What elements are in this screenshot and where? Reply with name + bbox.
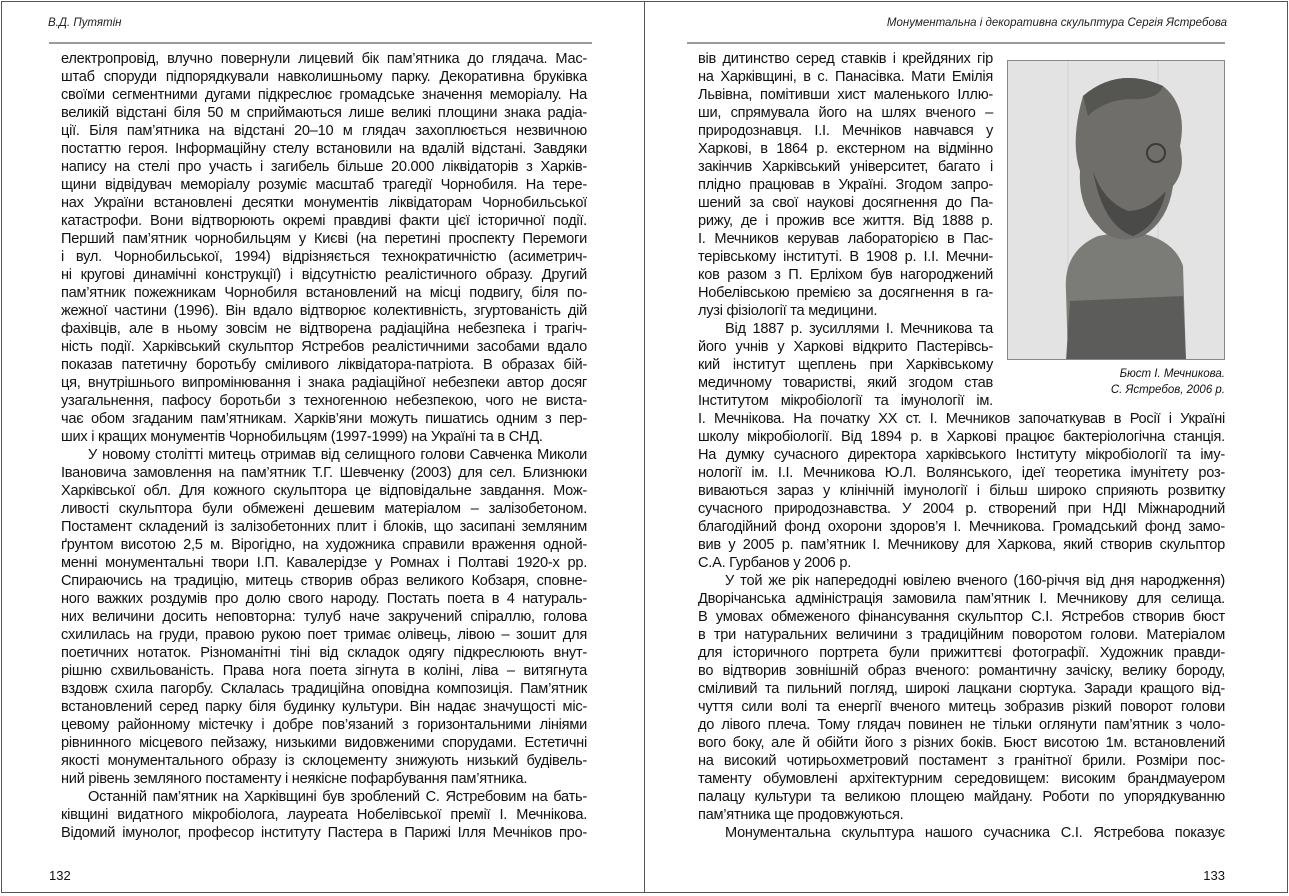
- text-line: Перший пам’ятник чорнобильцям у Києві (на перетині проспекту Перемоги: [61, 231, 587, 247]
- text-line: Львівна, помітивши хист маленького Іллю-: [698, 87, 993, 103]
- text-line: щини відвідувач меморіалу розуміє масштаб трагедії Чорнобиля. На тере-: [61, 177, 587, 193]
- text-line: ливості скульптора були обмежені дешевим матеріалом – залізобетоном.: [61, 501, 587, 517]
- text-line: ківщині видатного мікробіолога, лауреата Нобелівської премії І. Мечнікова.: [61, 807, 587, 823]
- text-line: благодійний фонд охорони здоров’я І. Мечникова. Громадський фонд замо-: [698, 519, 1225, 535]
- text-line: Постамент складений із залізобетонних плит і блоків, що засипані земляним: [61, 519, 587, 535]
- text-line: рішню схвильованість. Права нога поета зігнута в коліні, ліва – витягнута: [61, 663, 587, 679]
- caption-line: Бюст І. Мечникова.: [1119, 368, 1225, 380]
- text-line: І. Мечников керував лабораторією в Пас-: [698, 231, 993, 247]
- text-line: в три натуральних величини з традиційним поворотом голови. Матеріалом: [698, 627, 1225, 643]
- text-line: пам’ятник пожежникам Чорнобиля встановлений на місці подвигу, біля по-: [61, 285, 587, 301]
- text-line: вив у 2005 р. пам’ятник І. Мечникову для Харкова, який створив скульптор: [698, 537, 1225, 553]
- bust-image-icon: [1008, 61, 1225, 360]
- text-line: менні монументальні твори І.П. Кавалерідзе у Ромнах і Полтаві 1920-х рр.: [61, 555, 587, 571]
- text-line: постаттю героя. Інформаційну стелу встановили на вдалій відстані. Завдяки: [61, 141, 587, 157]
- page-number: 132: [49, 868, 71, 883]
- text-line: вздовж схила пагорбу. Склалась традиційна оповідна композиція. Пам’ятник: [61, 681, 587, 697]
- text-line: його учнів у Харкові відкрито Пастерівсь-: [698, 339, 993, 355]
- text-line: ши, спрямувала його на шлях вченого –: [698, 105, 993, 121]
- header-rule: [687, 42, 1225, 44]
- text-line: лузі фізіології та медицини.: [698, 303, 878, 319]
- text-line: для історичного портрета були прижиттєві фотографії. Художник правди-: [698, 645, 1225, 661]
- running-head-title: Монументальна і декоративна скульптура Сергія Ястребова: [886, 17, 1227, 29]
- page-number: 133: [1203, 868, 1225, 883]
- text-line: нології ім. І.І. Мечникова Ю.Л. Волянського, ідеї теоретика імунітету роз-: [698, 465, 1225, 481]
- text-line: шений за свої наукові досягнення до Па-: [698, 195, 993, 211]
- text-line: Нобелівською премією за досягнення в га-: [698, 285, 993, 301]
- text-line: школу мікробіології. Від 1894 р. в Харкові працює бактеріологічна станція.: [698, 429, 1225, 445]
- text-line: закінчив Харківський університет, багато і: [698, 159, 993, 175]
- text-line: чуття сили волі та енергії вченого митець зобразив різкий поворот голови: [698, 699, 1225, 715]
- text-line: ця, внутрішнього випромінювання і знака радіаційної небезпеки автор досяг: [61, 375, 587, 391]
- text-line: терівському інституті. В 1908 р. І.І. Мечни-: [698, 249, 993, 265]
- text-line: цевому районному містечку і добре пов’язаний з горизонтальними лініями: [61, 717, 587, 733]
- text-line: напису на стелі про участь і загибель більше 20.000 ліквідаторів з Харків-: [61, 159, 587, 175]
- text-line: чає обом згаданим пам’ятникам. Харків’яни можуть пишатись одним з пер-: [61, 411, 587, 427]
- text-line: і вул. Чорнобильської, 1994) відрізняється технократичністю (асиметрич-: [61, 249, 587, 265]
- text-line: встановлений серед парку біля будинку культури. Він надає значущості міс-: [61, 699, 587, 715]
- text-line: Відомий імунолог, професор інституту Пастера в Парижі Ілля Мечніков про-: [61, 825, 587, 841]
- text-line: Монументальна скульптура нашого сучасника С.І. Ястребова показує: [725, 825, 1225, 841]
- text-line: Інститутом мікробіології та імунології ім.: [698, 393, 993, 409]
- text-line: ков разом з П. Ерліхом був нагороджений: [698, 267, 993, 283]
- text-line: медичному товаристві, який згодом став: [698, 375, 993, 391]
- text-line: катастрофи. Вони відтворюють окремі правдиві факти цієї історичної події.: [61, 213, 587, 229]
- text-line: сучасного природознавства. У 2004 р. створений при НДІ Міжнародний: [698, 501, 1225, 517]
- text-line: Харківської обл. Для кожного скульптора це відповідальне завдання. Мож-: [61, 483, 587, 499]
- text-line: во відтворив зовнішній образ вченого: романтичну зачіску, велику бороду,: [698, 663, 1225, 679]
- right-page: [644, 1, 1288, 893]
- text-line: ний рівень земляного постаменту і неякісне пофарбування пам’ятника.: [61, 771, 528, 787]
- text-line: плідно працював в Україні. Згодом запро-: [698, 177, 993, 193]
- text-line: поетичних нотаток. Різноманітні тіні від складок одягу підкреслюють внут-: [61, 645, 587, 661]
- text-line: якості монументального образу із склоцементу знижують низький будівель-: [61, 753, 587, 769]
- header-rule: [49, 42, 592, 44]
- text-line: Спираючись на традицію, митець створив образ великого Кобзаря, сповне-: [61, 573, 587, 589]
- body-text: [61, 50, 587, 842]
- text-line: У той же рік напередодні ювілею вченого (160-річчя від дня народження): [725, 573, 1225, 589]
- text-line: ших і кращих монументів Чорнобильцям (1997-1999) на Україні та в СНД.: [61, 429, 543, 445]
- text-line: У новому столітті митець отримав від селищного голови Савченка Миколи: [88, 447, 587, 463]
- text-line: сміливий та пильний погляд, широкі лацкани сюртука. Заради кращого від-: [698, 681, 1225, 697]
- text-line: схилилась на груди, правою рукою поет тримає олівець, лівою – зошит для: [61, 627, 587, 643]
- text-line: рижу, де і прожив все життя. Від 1888 р.: [698, 213, 993, 229]
- text-line: показав патетичну боротьбу сміливого ліквідатора-патріота. В образах бій-: [61, 357, 587, 373]
- text-line: виваються зараз у клінічній імунології і більш широко сприяють розвитку: [698, 483, 1225, 499]
- text-line: на Харківщині, в с. Панасівка. Мати Емілія: [698, 69, 993, 85]
- text-line: Дворічанська адміністрація замовила пам’ятник І. Мечникову для селища.: [698, 591, 1225, 607]
- text-line: кий інститут щеплень при Харківському: [698, 357, 993, 373]
- figure-caption: [1045, 366, 1225, 398]
- text-line: ність події. Харківський скульптор Ястребов реалістичними засобами вдало: [61, 339, 587, 355]
- text-line: великій відстані біля 50 м сприймаються лише великі площини знака радіа-: [61, 105, 587, 121]
- text-line: В умовах обмеженого фінансування скульптор С.І. Ястребов створив бюст: [698, 609, 1225, 625]
- text-line: ні кругові динамічні конструкції) і відсутністю реалістичного образу. Другий: [61, 267, 587, 283]
- bust-photo: [1007, 60, 1225, 360]
- text-line: нах України встановлені десятки монументів ліквідаторам Чорнобильської: [61, 195, 587, 211]
- text-line: ґрунтом висотою 2,5 м. Вірогідно, на художника справили враження одной-: [61, 537, 587, 553]
- text-line: до лівого плеча. Тому глядач повинен не тільки оглянути пам’ятник з чоло-: [698, 717, 1225, 733]
- text-line: вого боку, але й обійти його з різних боків. Бюст висотою 1м. встановлений: [698, 735, 1225, 751]
- text-line: вів дитинство серед ставків і крейдяних гір: [698, 51, 993, 67]
- text-line: своїми сегментними дугами підкреслює громадське значення меморіалу. На: [61, 87, 587, 103]
- text-line: жежної частини (1996). Він вдало відтворює колективність, згуртованість дій: [61, 303, 587, 319]
- text-line: ного важких роздумів про долю свого народу. Постать поета в 4 натураль-: [61, 591, 587, 607]
- text-line: С.А. Гурбанов у 2006 р.: [698, 555, 852, 571]
- text-line: узагальнення, пафосу боротьби з техногенною небезпекою, чого не виста-: [61, 393, 587, 409]
- text-line: Івановича замовлення на пам’ятник Т.Г. Шевченку (2003) для сел. Близнюки: [61, 465, 587, 481]
- text-line: фахівців, але в ньому зовсім не відтворена радіаційна небезпека і трагіч-: [61, 321, 587, 337]
- text-line: них величини досить неповторна: тулуб наче закручений спіраллю, голова: [61, 609, 587, 625]
- text-line: штаб споруди підпорядкували навколишньому парку. Декоративна бруківка: [61, 69, 587, 85]
- text-line: електропровід, влучно повернули лицевий бік пам’ятника до глядача. Мас-: [61, 51, 587, 67]
- left-page: [1, 1, 645, 893]
- text-line: природознавця. І.І. Мечніков навчався у: [698, 123, 993, 139]
- text-line: Останній пам’ятник на Харківщині був зроблений С. Ястребовим на бать-: [88, 789, 587, 805]
- running-head-author: В.Д. Путятін: [48, 17, 122, 29]
- text-line: таменту обумовлені архітектурним середовищем: високим брандмауером: [698, 771, 1225, 787]
- text-line: на високий чотирьохметровий постамент з гранітної брили. Розміри пос-: [698, 753, 1225, 769]
- text-line: пам’ятника ще продовжуються.: [698, 807, 904, 823]
- caption-line: С. Ястребов, 2006 р.: [1110, 384, 1225, 396]
- text-line: На думку сучасного директора харківського Інституту мікробіології та іму-: [698, 447, 1225, 463]
- text-line: рівнинного місцевого пейзажу, низькими видовженими спорудами. Естетичні: [61, 735, 587, 751]
- text-line: Харкові, в 1864 р. екстерном на відмінно: [698, 141, 993, 157]
- text-line: І. Мечнікова. На початку XX ст. І. Мечников започаткував в Росії і Україні: [698, 411, 1225, 427]
- text-line: ції. Біля пам’ятника на відстані 20–10 м глядач захоплюється незвичною: [61, 123, 587, 139]
- text-line: палацу культури та великою площею майдану. Роботи по упорядкуванню: [698, 789, 1225, 805]
- text-line: Від 1887 р. зусиллями І. Мечникова та: [725, 321, 993, 337]
